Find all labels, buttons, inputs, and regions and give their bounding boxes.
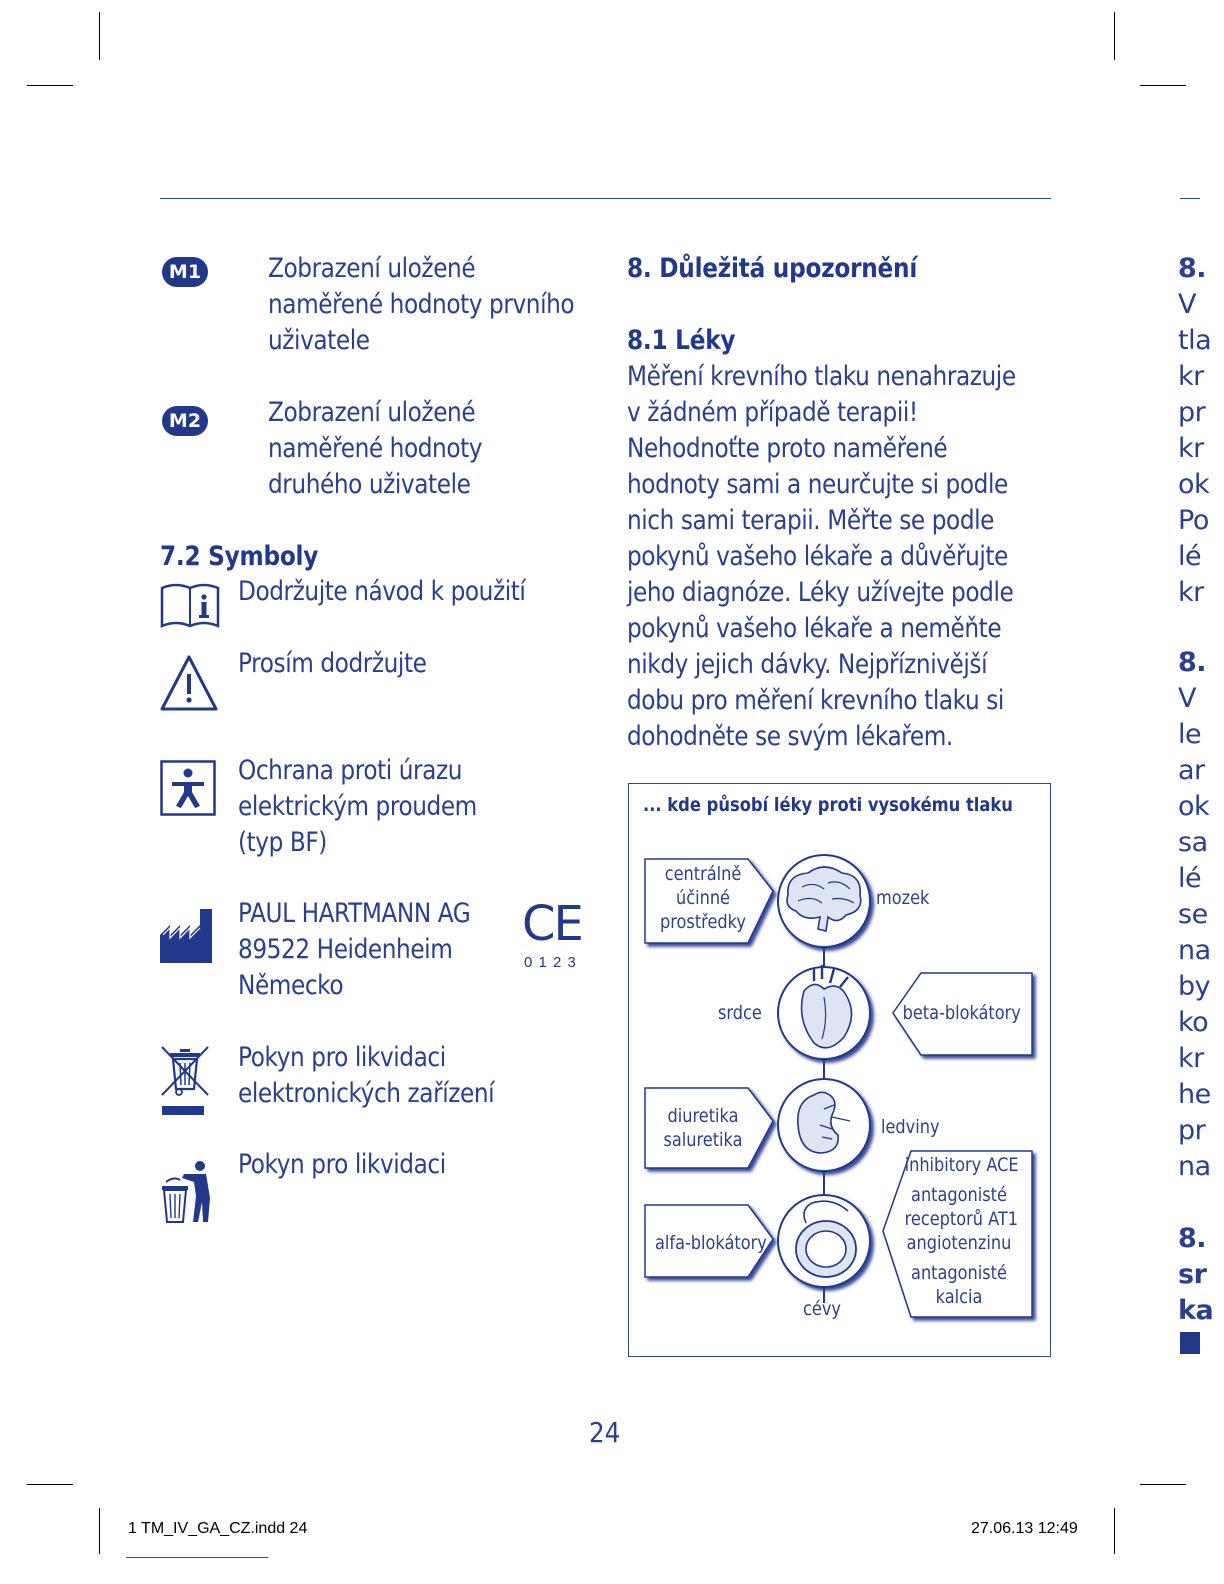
crop-mark (27, 1484, 73, 1485)
type-bf-icon (160, 760, 216, 816)
symbol-text-type-bf: Ochrana proti úrazu elektrickým proudem (typ BF) (238, 755, 477, 858)
ce-notified-body-number: 0 1 2 3 (524, 954, 577, 971)
symbol-text-tidyman: Pokyn pro likvidaci (238, 1149, 446, 1180)
organ-label-heart: srdce (718, 1002, 762, 1024)
crop-mark (1140, 1484, 1186, 1485)
label-ace-inhibitors: inhibitory ACE antagonisté receptorů AT1 angiotenzinu antagonisté kalcia (904, 1154, 1019, 1308)
symbol-text-weee: Pokyn pro likvidaci elektronických zařízení (238, 1042, 495, 1109)
m2-badge: M2 (162, 406, 208, 436)
crop-mark (1140, 85, 1186, 86)
page-number: 24 (589, 1416, 621, 1449)
footer-file-info: 1 TM_IV_GA_CZ.indd 24 (128, 1520, 308, 1537)
crop-mark (99, 12, 100, 60)
m1-badge: M1 (162, 257, 208, 287)
crop-mark (1114, 1508, 1115, 1554)
footer-timestamp: 27.06.13 12:49 (971, 1520, 1078, 1537)
end-square-marker (1180, 1332, 1200, 1354)
m2-description: Zobrazení uložené naměřené hodnoty druhého uživatele (268, 397, 483, 500)
label-beta-blockers: beta-blokátory (902, 1002, 1021, 1024)
tidyman-icon (160, 1158, 212, 1224)
m1-description: Zobrazení uložené naměřené hodnoty prvního uživatele (268, 253, 575, 356)
organ-label-vessels: cévy (803, 1298, 841, 1320)
diagram-title: ... kde působí léky proti vysokému tlaku (643, 794, 1013, 816)
label-diuretics: diuretika saluretika (663, 1105, 743, 1151)
symbol-text-instructions: Dodržujte návod k použití (238, 576, 526, 607)
crop-mark (99, 1508, 100, 1554)
header-rule (160, 198, 1051, 199)
book-info-icon (160, 580, 220, 630)
section-heading: 8. Důležitá upozornění (627, 253, 918, 284)
symbol-text-attention: Prosím dodržujte (238, 648, 427, 679)
next-page-column-clipped (1178, 251, 1214, 1361)
ce-mark: CE (522, 896, 582, 952)
medication-paragraph: Měření krevního tlaku nenahrazuje v žádném případě terapii! Nehodnoťte proto naměřené hodnoty sami a neurčujte si podle nich sami terapii. Měřte se podle pokynů vašeho lékaře a důvěřujte jeho diagnóze. Léky užívejte podle pokynů vašeho lékaře a neměňte nikdy jejich dávky. Nejpříznivější dobu pro měření krevního tlaku si dohodněte se svým lékařem. (627, 361, 1016, 752)
clipped-lines: 8. V tla kr pr kr ok Po lé kr 8. V le ar ok sa lé se na by ko kr he pr na 8. sr ka (1178, 253, 1214, 1326)
manufacturer-address: PAUL HARTMANN AG 89522 Heidenheim Německo (238, 898, 471, 1001)
organ-label-kidneys: ledviny (881, 1116, 940, 1138)
subsection-heading: 8.1 Léky (627, 325, 736, 356)
footer-rule (126, 1557, 268, 1558)
symbols-heading: 7.2 Symboly (160, 541, 319, 572)
label-central-agents: centrálně účinné prostředky (660, 863, 746, 933)
crop-mark (27, 85, 73, 86)
manufacturer-icon (160, 905, 214, 963)
header-rule-right (1180, 198, 1200, 199)
warning-triangle-icon (159, 654, 219, 712)
label-alpha-blockers: alfa-blokátory (655, 1232, 767, 1254)
crop-mark (1114, 12, 1115, 60)
crossed-bin-icon (160, 1045, 210, 1117)
organ-label-brain: mozek (876, 887, 930, 909)
